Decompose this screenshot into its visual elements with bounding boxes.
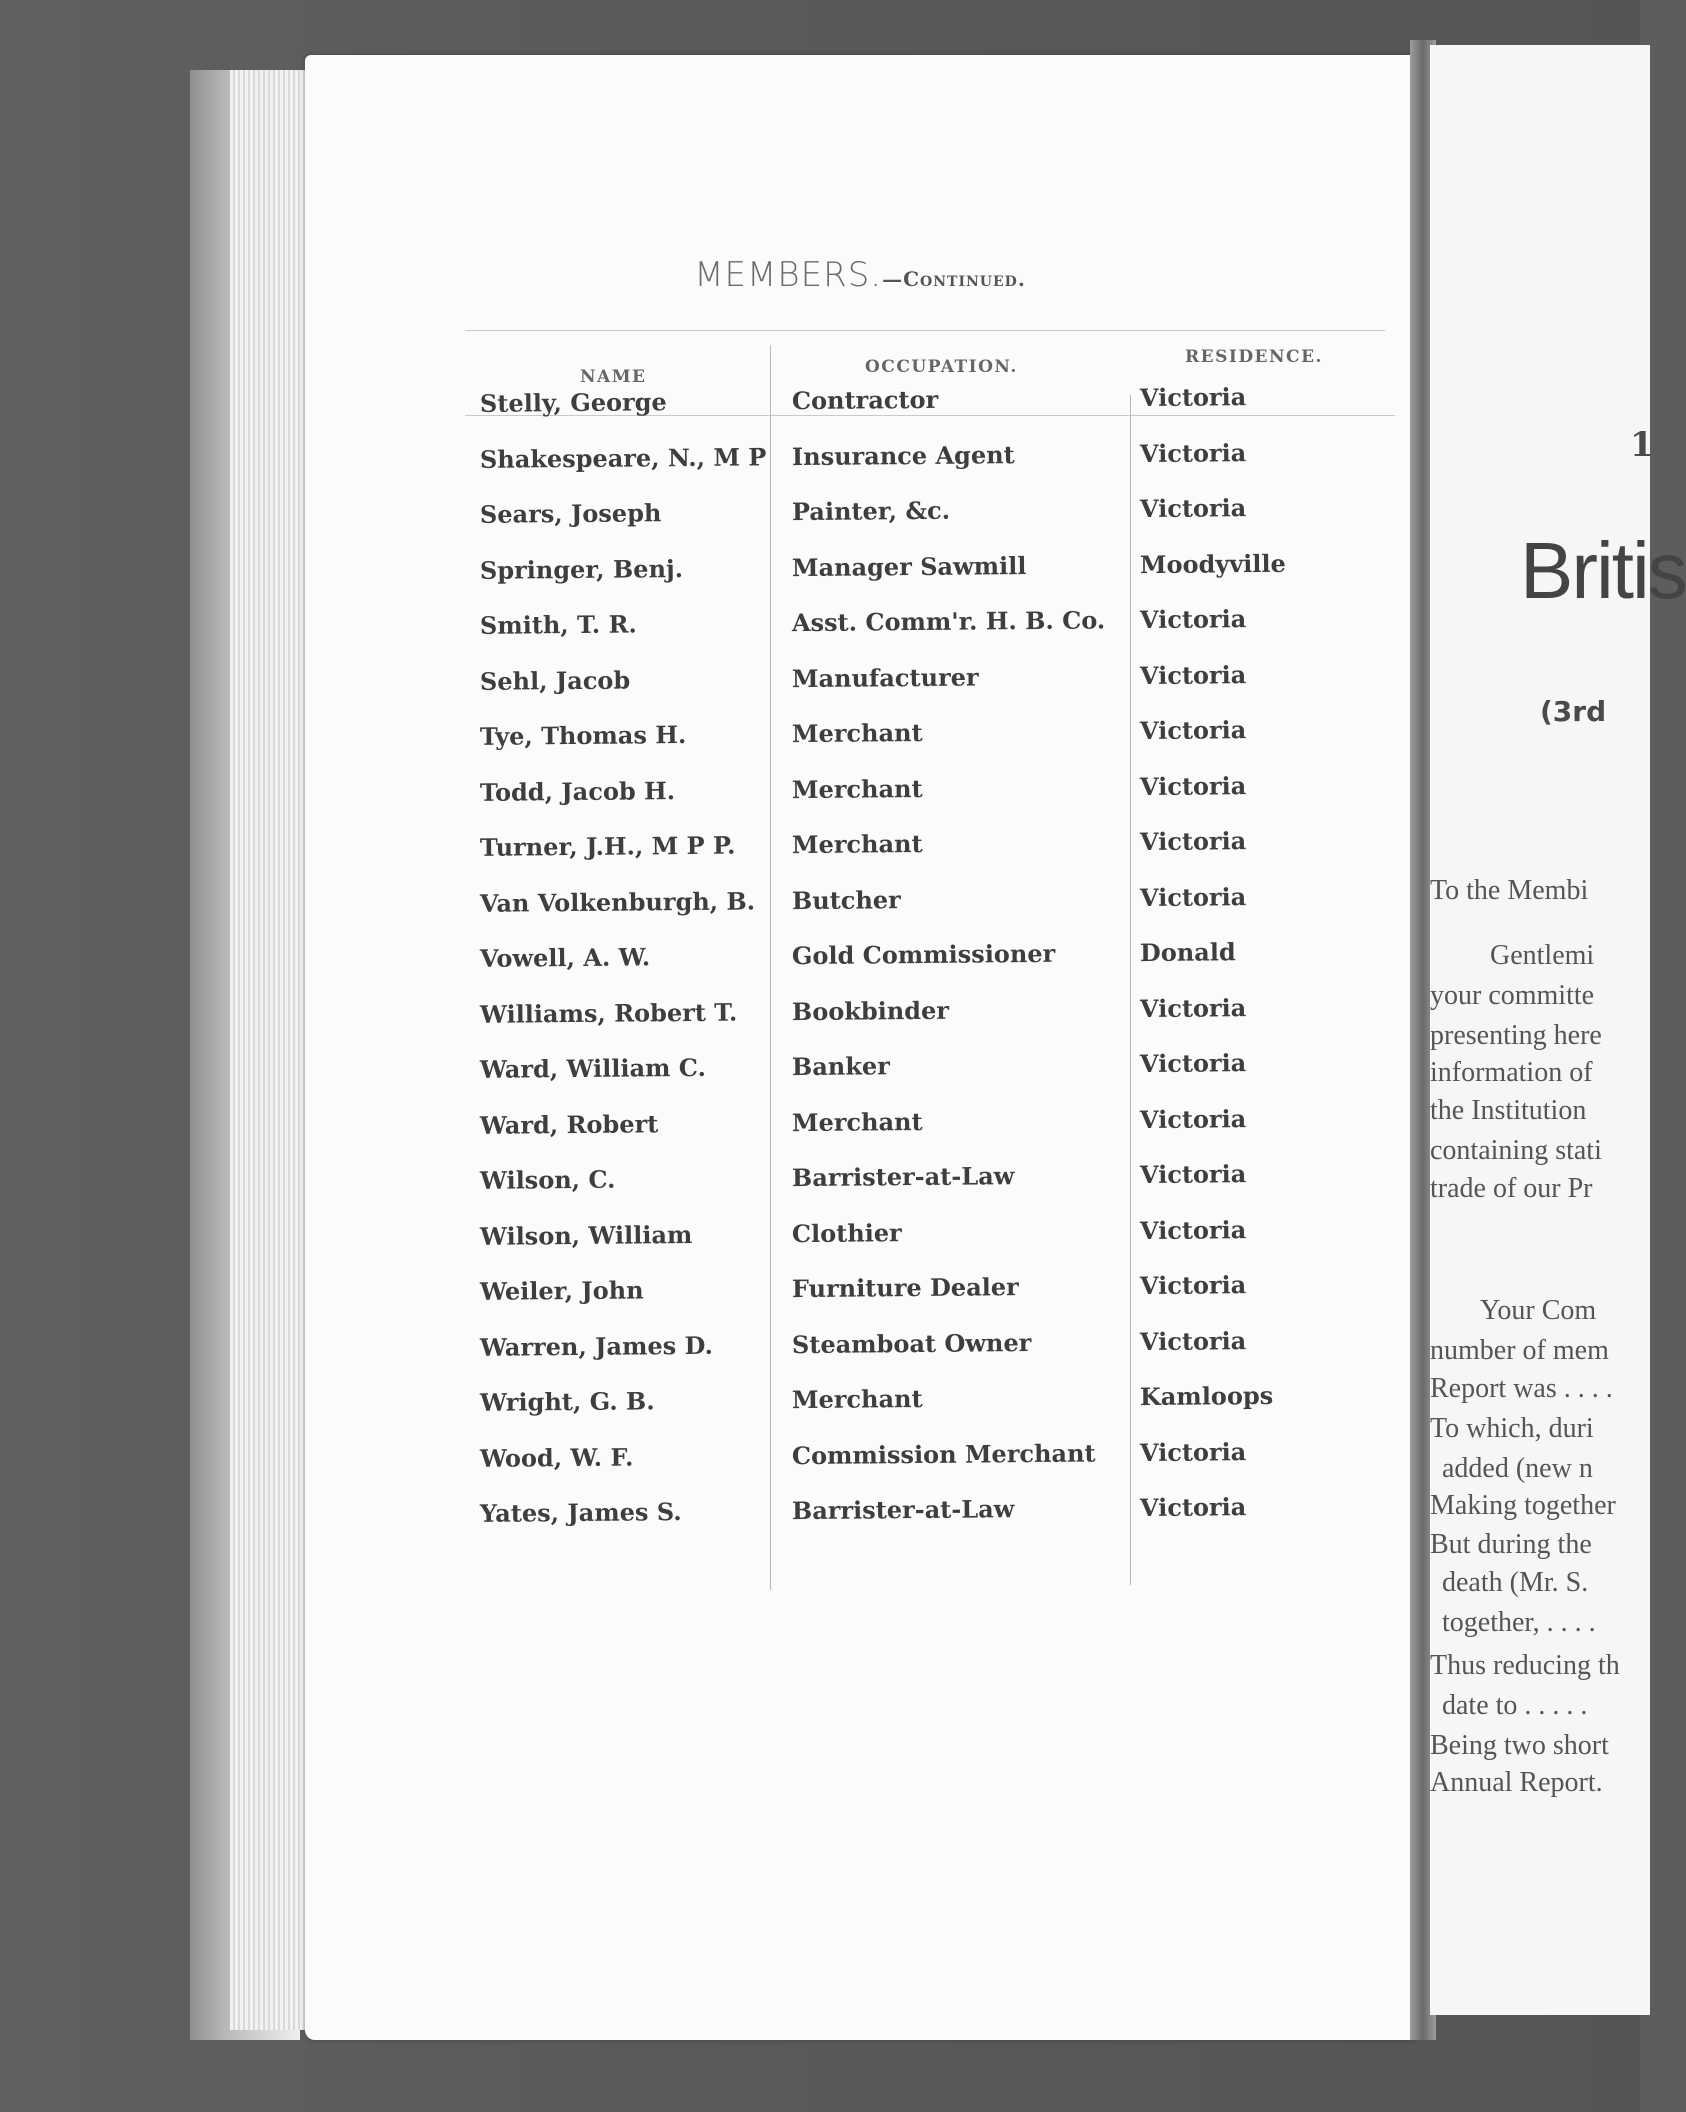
- right-page-line: added (new n: [1442, 1453, 1593, 1484]
- column-header-residence: RESIDENCE.: [1185, 347, 1323, 367]
- right-page-line: To the Membi: [1430, 875, 1589, 906]
- table-row: [480, 659, 1360, 707]
- member-name: Wood, W. F.: [479, 1442, 634, 1473]
- member-residence: Victoria: [1139, 826, 1247, 857]
- member-residence: Donald: [1139, 937, 1236, 968]
- table-row: [480, 548, 1360, 596]
- member-name: Stelly, George: [479, 387, 667, 418]
- member-occupation: Bookbinder: [791, 995, 950, 1026]
- member-name: Weiler, John: [479, 1275, 644, 1306]
- table-row: [480, 1103, 1360, 1151]
- right-page-title: Britis: [1520, 526, 1686, 615]
- table-row: [480, 881, 1360, 929]
- table-row: [480, 603, 1360, 651]
- member-residence: Victoria: [1139, 1325, 1247, 1356]
- page-edges: [230, 70, 310, 2030]
- right-page-line: Being two short: [1430, 1730, 1609, 1761]
- member-occupation: Merchant: [791, 717, 923, 749]
- right-page: [1430, 45, 1686, 2015]
- member-occupation: Manufacturer: [791, 661, 979, 693]
- member-name: Sehl, Jacob: [479, 665, 631, 696]
- table-row: [480, 714, 1360, 762]
- page-header: [305, 255, 1415, 295]
- right-page-line: Thus reducing th: [1430, 1650, 1620, 1681]
- member-name: Tye, Thomas H.: [479, 720, 687, 751]
- member-occupation: Butcher: [791, 884, 901, 915]
- member-residence: Victoria: [1139, 493, 1247, 524]
- member-residence: Victoria: [1139, 1492, 1247, 1523]
- member-name: Shakespeare, N., M P: [479, 441, 767, 474]
- member-residence: Victoria: [1139, 881, 1247, 912]
- page-title: MEMBERS.: [694, 255, 883, 295]
- member-residence: Victoria: [1139, 382, 1247, 413]
- table-row: [480, 992, 1360, 1040]
- member-name: Yates, James S.: [479, 1497, 682, 1528]
- table-row: [480, 1214, 1360, 1262]
- right-page-line: containing stati: [1430, 1135, 1602, 1166]
- member-name: Sears, Joseph: [479, 498, 662, 529]
- header-rule-top: [465, 330, 1385, 331]
- member-residence: Victoria: [1139, 715, 1247, 746]
- table-row: [480, 1325, 1360, 1373]
- member-occupation: Manager Sawmill: [791, 550, 1027, 582]
- right-page-line: Gentlemi: [1490, 940, 1595, 971]
- table-row: [480, 1491, 1360, 1539]
- table-row: [480, 1380, 1360, 1428]
- member-name: Turner, J.H., M P P.: [479, 830, 736, 862]
- table-row: [480, 1436, 1360, 1484]
- member-occupation: Insurance Agent: [791, 439, 1015, 471]
- member-name: Wilson, William: [479, 1219, 693, 1251]
- page-title-continued: —Continued.: [882, 267, 1026, 291]
- table-row: [480, 1158, 1360, 1206]
- table-row: [480, 381, 1360, 429]
- member-residence: Victoria: [1139, 1048, 1247, 1079]
- table-row: [480, 437, 1360, 485]
- member-occupation: Contractor: [791, 384, 939, 416]
- right-page-line: date to . . . . .: [1442, 1690, 1588, 1721]
- member-name: Smith, T. R.: [479, 609, 637, 640]
- member-occupation: Merchant: [791, 1383, 923, 1415]
- member-name: Ward, Robert: [479, 1108, 659, 1140]
- table-row: [480, 1269, 1360, 1317]
- member-residence: Victoria: [1139, 992, 1247, 1023]
- member-name: Williams, Robert T.: [479, 997, 738, 1029]
- member-occupation: Clothier: [791, 1217, 902, 1248]
- right-page-line: together, . . . .: [1442, 1607, 1596, 1638]
- right-page-line: number of mem: [1430, 1335, 1609, 1366]
- member-occupation: Furniture Dealer: [791, 1272, 1019, 1304]
- member-residence: Victoria: [1139, 1436, 1247, 1467]
- column-header-name: NAME: [580, 367, 647, 387]
- member-residence: Victoria: [1139, 604, 1247, 635]
- member-occupation: Merchant: [791, 1106, 923, 1137]
- right-page-line: presenting here: [1430, 1020, 1602, 1051]
- member-occupation: Commission Merchant: [791, 1437, 1096, 1470]
- member-occupation: Banker: [791, 1051, 890, 1082]
- table-row: [480, 825, 1360, 873]
- column-header-occupation: OCCUPATION.: [865, 357, 1018, 377]
- right-page-subtitle: (3rd: [1540, 695, 1607, 728]
- member-name: Todd, Jacob H.: [479, 775, 676, 807]
- right-page-line: the Institution: [1430, 1095, 1587, 1126]
- member-residence: Victoria: [1139, 1214, 1247, 1245]
- right-page-line: your committe: [1430, 980, 1595, 1011]
- member-residence: Victoria: [1139, 1159, 1247, 1190]
- member-name: Warren, James D.: [479, 1330, 713, 1362]
- right-page-line: To which, duri: [1430, 1413, 1594, 1444]
- member-residence: Victoria: [1139, 437, 1247, 468]
- table-row: [480, 770, 1360, 818]
- member-occupation: Painter, &c.: [791, 495, 951, 527]
- right-page-line: information of: [1430, 1057, 1593, 1088]
- right-page-line: Making together: [1430, 1490, 1616, 1521]
- table-row: [480, 1047, 1360, 1095]
- right-page-line: Annual Report.: [1430, 1767, 1603, 1798]
- member-name: Van Volkenburgh, B.: [479, 885, 756, 918]
- member-residence: Victoria: [1139, 770, 1247, 801]
- right-page-line: trade of our Pr: [1430, 1173, 1593, 1204]
- member-residence: Victoria: [1139, 659, 1247, 690]
- member-occupation: Asst. Comm'r. H. B. Co.: [791, 605, 1106, 638]
- table-row: [480, 492, 1360, 540]
- right-page-line: death (Mr. S.: [1442, 1567, 1589, 1598]
- right-page-line: Your Com: [1480, 1295, 1597, 1326]
- right-page-line: Report was . . . .: [1430, 1373, 1613, 1404]
- member-name: Ward, William C.: [479, 1052, 706, 1084]
- right-page-line: But during the: [1430, 1529, 1592, 1560]
- member-name: Wilson, C.: [479, 1164, 616, 1195]
- member-name: Springer, Benj.: [479, 553, 684, 585]
- member-occupation: Barrister-at-Law: [791, 1494, 1015, 1526]
- member-occupation: Gold Commissioner: [791, 938, 1056, 971]
- member-name: Wright, G. B.: [479, 1386, 655, 1417]
- member-occupation: Barrister-at-Law: [791, 1161, 1015, 1193]
- member-name: Vowell, A. W.: [479, 942, 651, 973]
- right-page-mark: 1: [1630, 425, 1654, 465]
- member-residence: Kamloops: [1139, 1380, 1274, 1412]
- member-occupation: Steamboat Owner: [791, 1327, 1032, 1359]
- table-row: [480, 936, 1360, 984]
- member-residence: Moodyville: [1139, 548, 1286, 579]
- member-residence: Victoria: [1139, 1270, 1247, 1301]
- member-occupation: Merchant: [791, 828, 923, 860]
- member-residence: Victoria: [1139, 1103, 1247, 1134]
- member-occupation: Merchant: [791, 773, 923, 804]
